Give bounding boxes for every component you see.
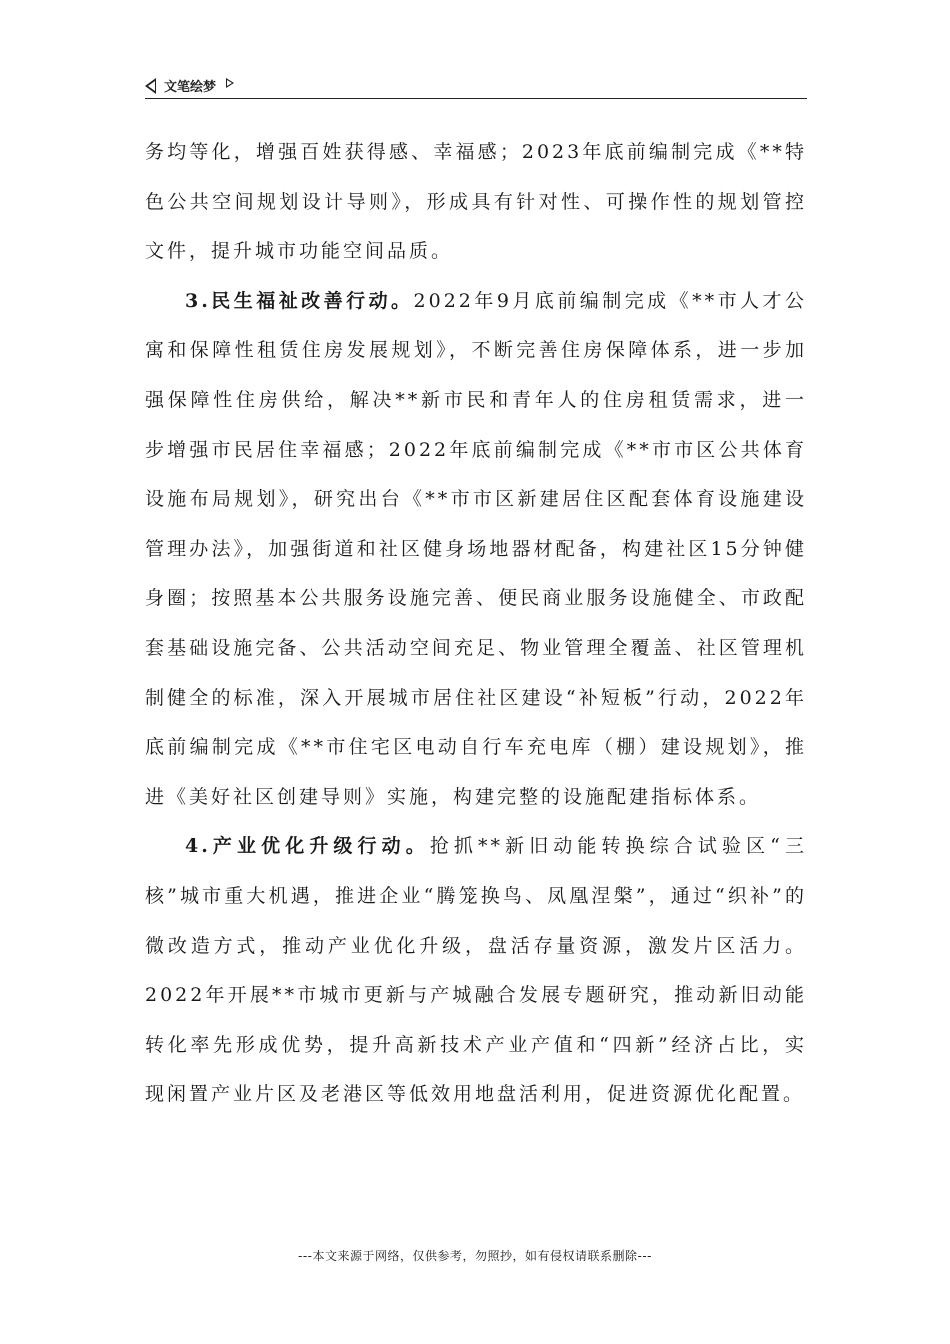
paragraph-heading: 4.产业优化升级行动。 xyxy=(185,835,430,858)
header-brand xyxy=(145,76,234,95)
paragraph-heading: 3.民生福祉改善行动。 xyxy=(185,289,414,312)
triangle-right-icon xyxy=(226,78,234,88)
paragraph-text: 2022年9月底前编制完成《**市人才公寓和保障性租赁住房发展规划》，不断完善住房保障体系，进一步加强保障性住房供给，解决**新市民和青年人的住房租赁需求，进一步增强市民居住幸福感；2022年底前编制完成《**市市区公共体育设施布局规划》，研究出台《**市市区新建居住区配套体育设施建设管理办法》，加强街道和社区健身场地器材配备，构建社区15分钟健身圈；按照基本公共服务设施完善、便民商业服务设施健全、市政配套基础设施完备、公共活动空间充足、物业管理全覆盖、社区管理机制健全的标准，深入开展城市居住社区建设“补短板”行动，2022年底前编制完成《**市住宅区电动自行车充电库（棚）建设规划》，推进《美好社区创建导则》实施，构建完整的设施配建指标体系。 xyxy=(145,289,807,808)
header-rule xyxy=(145,98,807,99)
paragraph-industry xyxy=(145,822,807,1120)
brand-text: 文笔绘梦 xyxy=(164,80,217,95)
triangle-left-icon xyxy=(145,78,156,94)
paragraph-text: 抢抓**新旧动能转换综合试验区“三核”城市重大机遇，推进企业“腾笼换鸟、凤凰涅槃”，通过“织补”的微改造方式，推动产业优化升级，盘活存量资源，激发片区活力。2022年开展**市城市更新与产城融合发展专题研究，推动新旧动能转化率先形成优势，提升高新技术产业产值和“四新”经济占比，实现闲置产业片区及老港区等低效用地盘活利用，促进资源优化配置。 xyxy=(145,835,807,1106)
page-header xyxy=(145,72,807,98)
paragraph-livelihood xyxy=(145,277,807,823)
paragraph-continuation xyxy=(145,128,807,277)
paragraph-text: 务均等化，增强百姓获得感、幸福感；2023年底前编制完成《**特色公共空间规划设计导则》，形成具有针对性、可操作性的规划管控文件，提升城市功能空间品质。 xyxy=(145,141,807,263)
document-body xyxy=(145,128,807,1120)
footer-notice: ---本文来源于网络，仅供参考，勿照抄，如有侵权请联系删除--- xyxy=(298,1249,652,1263)
